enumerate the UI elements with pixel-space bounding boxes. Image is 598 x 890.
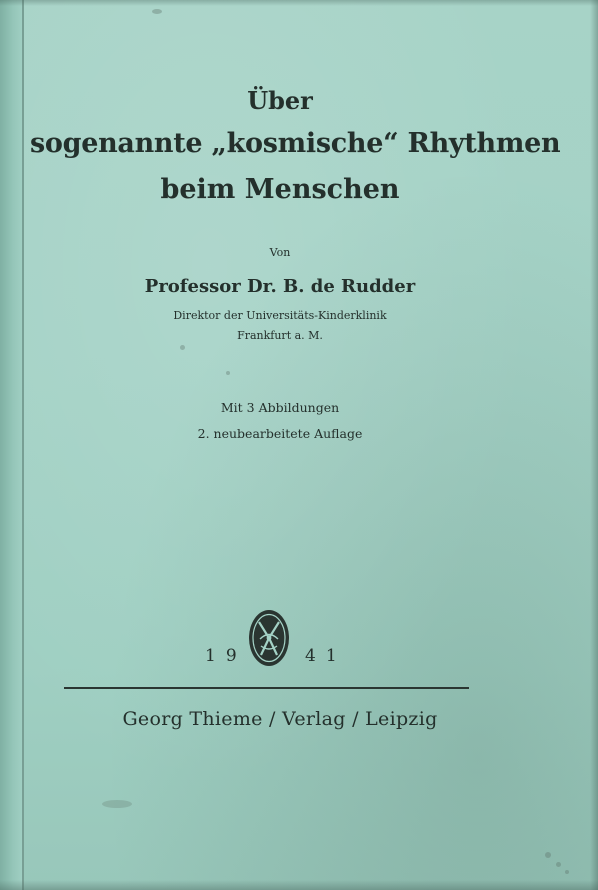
publisher-imprint: Georg Thieme / Verlag / Leipzig <box>122 708 438 730</box>
title-prefix: Über <box>247 86 313 115</box>
title-line-1: sogenannte „kosmische“ Rhythmen <box>30 128 561 159</box>
stain-mark <box>565 870 569 874</box>
stain-mark <box>545 852 551 858</box>
bottom-edge-wear <box>0 880 598 890</box>
edition-note: 2. neubearbeitete Auflage <box>197 426 363 441</box>
author-affiliation-line-1: Direktor der Universitäts-Kinderklinik <box>173 309 387 322</box>
publisher-emblem-icon <box>247 608 291 668</box>
stain-mark <box>102 800 132 808</box>
title-line-2: beim Menschen <box>160 174 400 205</box>
spine-fold <box>22 0 24 890</box>
by-label: Von <box>269 246 291 259</box>
stain-mark <box>152 9 162 14</box>
stain-mark <box>556 862 561 867</box>
year-left-digits: 19 <box>205 646 247 666</box>
author-name: Professor Dr. B. de Rudder <box>144 276 416 297</box>
stain-mark <box>226 371 230 375</box>
publisher-divider-rule <box>64 687 469 689</box>
author-affiliation-line-2: Frankfurt a. M. <box>237 329 323 342</box>
top-edge-wear <box>0 0 598 6</box>
year-right-digits: 41 <box>305 646 347 666</box>
stain-mark <box>180 345 185 350</box>
spine <box>0 0 24 890</box>
illustrations-note: Mit 3 Abbildungen <box>220 400 340 415</box>
right-edge-wear <box>590 0 598 890</box>
